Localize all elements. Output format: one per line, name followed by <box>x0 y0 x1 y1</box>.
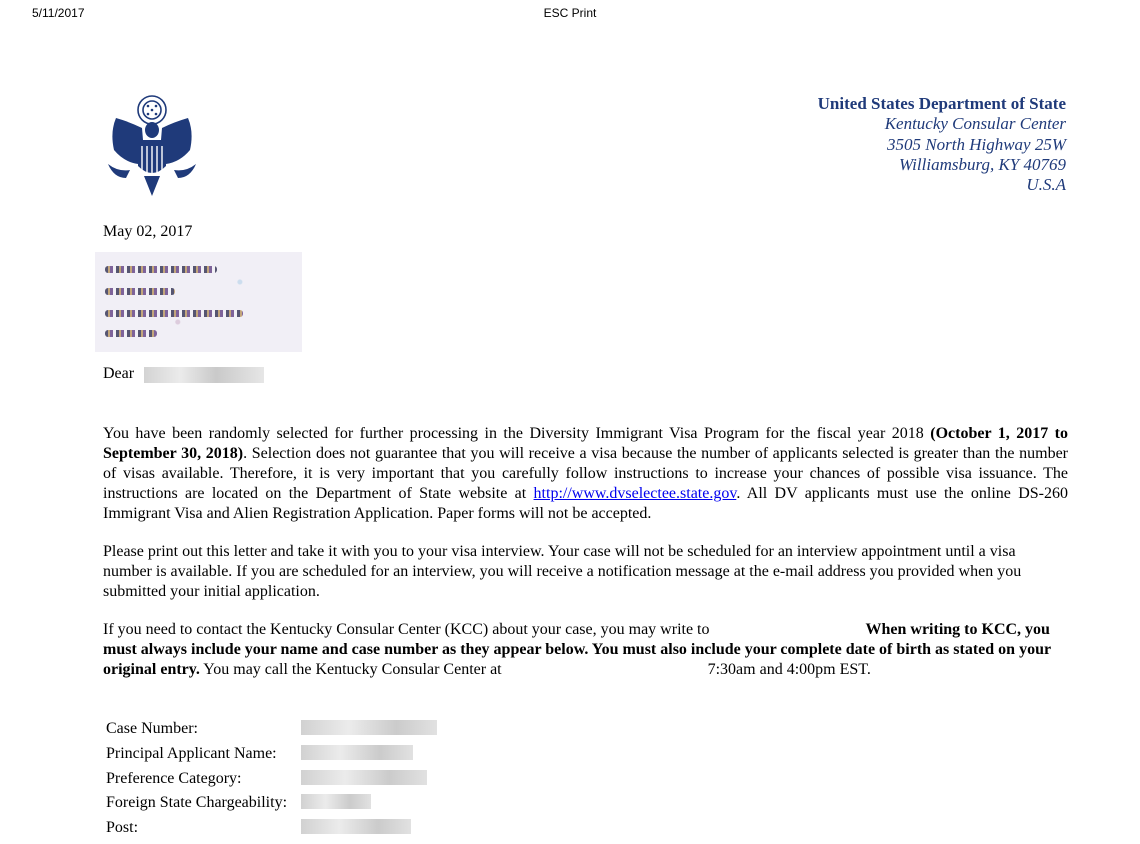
case-details-table <box>103 718 440 842</box>
para1-text: . Selection does not guarantee that you will receive a visa because the number of applicants selected is greater than the number of visas available. Therefore, it is very important that you carefully follow instructions to increase your chances of possible visa issuance. The instructions are located on the Department of State website at <box>103 445 1069 502</box>
dvselectee-link[interactable]: http://www.dvselectee.state.gov <box>533 485 737 502</box>
preference-category-label: Preference Category: <box>106 769 242 787</box>
paragraph-contact-info <box>103 620 1068 680</box>
recipient-address-redacted <box>95 252 302 352</box>
post-label: Post: <box>106 819 139 837</box>
salutation: Dear <box>103 365 135 382</box>
great-seal-eagle-icon <box>100 92 204 198</box>
paragraph-print-instructions: Please print out this letter and take it with you to your visa interview. Your case will not be scheduled for an interview appointment until a visa number is available. If you are scheduled for an interview, you will receive a notification message at the e-mail address you provided when you submitted your initial application. <box>103 543 1022 600</box>
table-row <box>103 768 440 793</box>
paragraph-selection-notice <box>103 424 1068 524</box>
para3-text: If you need to contact the Kentucky Consular Center (KCC) about your case, you may write to <box>103 621 710 638</box>
sender-address <box>818 94 1066 195</box>
para3-bold-instructions: When writing to KCC, you must always include your name and case number as they appear below. You must also include your complete date of birth as stated on your original entry. <box>103 621 1051 678</box>
department-name: United States Department of State <box>817 94 1066 113</box>
recipient-name-redacted <box>144 367 264 383</box>
redacted-line <box>105 330 157 337</box>
table-row <box>103 792 440 817</box>
redacted-line <box>105 310 243 317</box>
chargeability-redacted <box>301 794 371 809</box>
print-title: ESC Print <box>543 6 597 20</box>
post-redacted <box>301 819 411 834</box>
address-line: Kentucky Consular Center <box>884 114 1066 134</box>
applicant-name-redacted <box>301 745 413 760</box>
chargeability-label: Foreign State Chargeability: <box>106 794 288 812</box>
address-line: U.S.A <box>1026 175 1066 195</box>
redacted-line <box>105 288 175 295</box>
letter-date: May 02, 2017 <box>103 223 193 240</box>
address-line: 3505 North Highway 25W <box>887 134 1066 154</box>
print-date: 5/11/2017 <box>32 6 85 20</box>
preference-category-redacted <box>301 770 427 785</box>
case-number-label: Case Number: <box>106 720 198 737</box>
redacted-line <box>105 266 217 273</box>
para3-text: 7:30am and 4:00pm EST. <box>707 661 871 678</box>
table-row <box>103 817 440 842</box>
table-row <box>103 718 440 743</box>
para1-text: . All DV applicants must use the online DS-260 Immigrant Visa and Alien Registration Application. Paper forms will not be accepted. <box>103 485 1069 522</box>
address-line: Williamsburg, KY 40769 <box>898 154 1066 174</box>
case-number-redacted <box>301 720 437 735</box>
para1-text: You have been randomly selected for further processing in the Diversity Immigrant Visa Program for the fiscal year 2018 <box>103 425 931 442</box>
para3-text: You may call the Kentucky Consular Center at <box>199 661 502 678</box>
table-row <box>103 743 440 768</box>
fiscal-year-dates: (October 1, 2017 to September 30, 2018) <box>103 425 1068 462</box>
applicant-name-label: Principal Applicant Name: <box>106 744 277 762</box>
